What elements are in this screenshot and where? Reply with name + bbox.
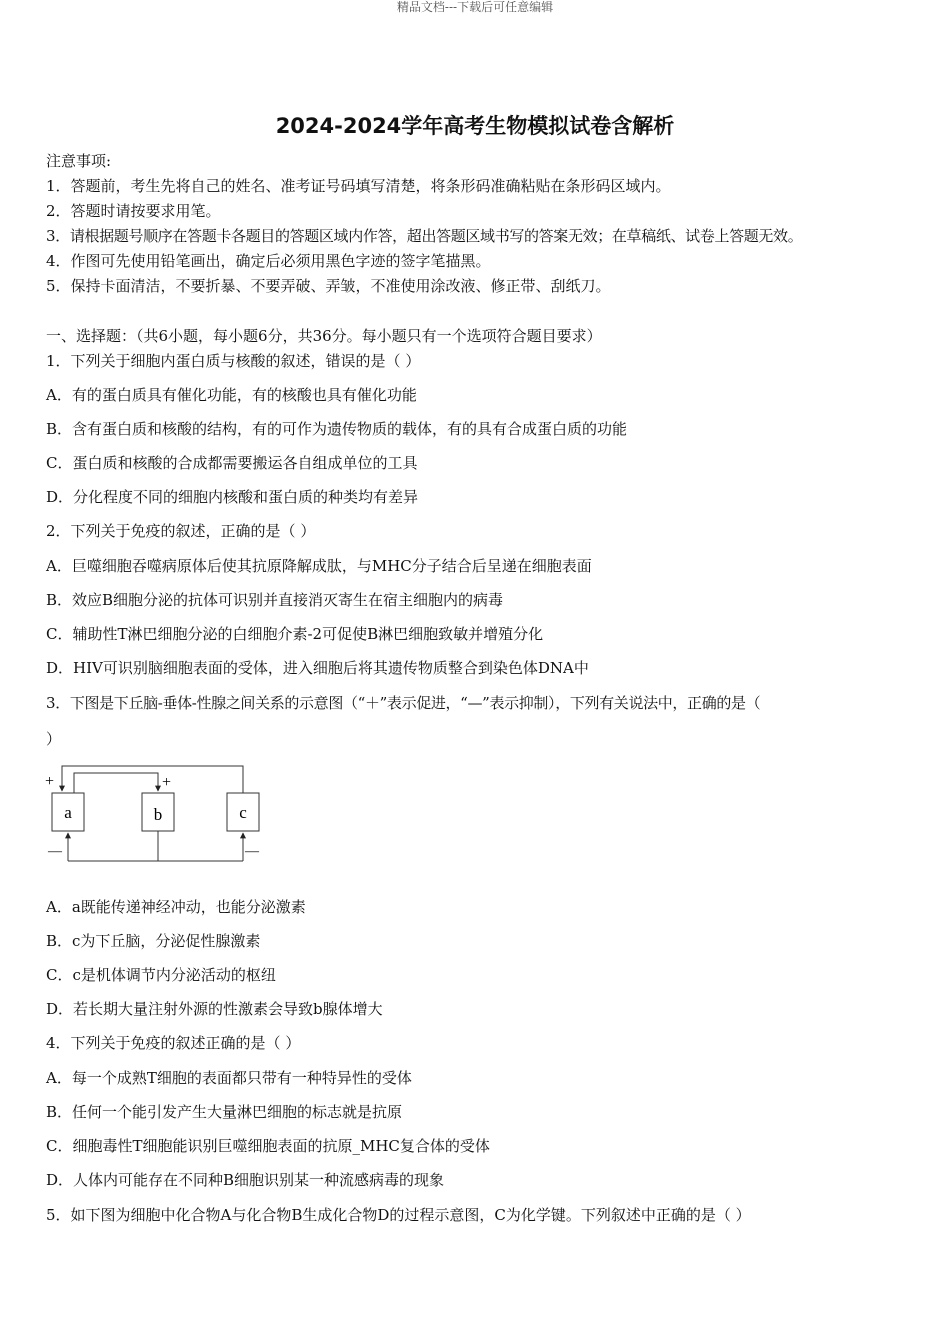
plus-sign: + — [162, 774, 172, 791]
notice-item: 5．保持卡面清洁，不要折暴、不要弄破、弄皱，不准使用涂改液、修正带、刮纸刀。 — [46, 277, 611, 295]
question-option: C．蛋白质和核酸的合成都需要搬运各自组成单位的工具 — [46, 454, 418, 472]
notice-item: 4．作图可先使用铅笔画出，确定后必须用黑色字迹的签字笔描黑。 — [46, 252, 491, 270]
question-option: A．a既能传递神经冲动，也能分泌激素 — [46, 898, 306, 916]
question-option: A．巨噬细胞吞噬病原体后使其抗原降解成肽，与MHC分子结合后呈递在细胞表面 — [46, 557, 592, 575]
question-option: D．分化程度不同的细胞内核酸和蛋白质的种类均有差异 — [46, 488, 419, 506]
question-option: D．HIV可识别脑细胞表面的受体，进入细胞后将其遗传物质整合到染色体DNA中 — [46, 659, 589, 677]
question-option: D．若长期大量注射外源的性激素会导致b腺体增大 — [46, 1000, 383, 1018]
question-stem: 1．下列关于细胞内蛋白质与核酸的叙述，错误的是（ ） — [46, 352, 421, 370]
question-option: C．辅助性T淋巴细胞分泌的白细胞介素-2可促使B淋巴细胞致敏并增殖分化 — [46, 625, 544, 643]
minus-sign: — — [245, 844, 259, 859]
header-note: 精品文档---下载后可任意编辑 — [396, 0, 554, 14]
label-c: c — [239, 803, 247, 822]
hormone-axis-diagram — [44, 760, 274, 874]
notice-heading: 注意事项: — [46, 152, 112, 170]
label-b: b — [153, 805, 163, 824]
notice-item: 1．答题前，考生先将自己的姓名、准考证号码填写清楚，将条形码准确粘贴在条形码区域内。 — [46, 177, 671, 195]
plus-sign: + — [45, 773, 55, 790]
question-option: C．细胞毒性T细胞能识别巨噬细胞表面的抗原_MHC复合体的受体 — [46, 1137, 490, 1155]
question-stem: 2．下列关于免疫的叙述，正确的是（ ） — [46, 522, 316, 540]
section-heading: 一、选择题：（共6小题，每小题6分，共36分。每小题只有一个选项符合题目要求） — [46, 327, 602, 345]
notice-item: 3．请根据题号顺序在答题卡各题目的答题区域内作答，超出答题区域书写的答案无效；在草稿纸、试卷上答题无效。 — [46, 227, 803, 245]
minus-sign: — — [48, 844, 62, 859]
question-option: A．每一个成熟T细胞的表面都只带有一种特异性的受体 — [46, 1069, 412, 1087]
question-stem: 5．如下图为细胞中化合物A与化合物B生成化合物D的过程示意图，C为化学键。下列叙述中正确的是（ ） — [46, 1206, 751, 1224]
label-a: a — [64, 803, 72, 822]
question-option: B．含有蛋白质和核酸的结构，有的可作为遗传物质的载体，有的具有合成蛋白质的功能 — [46, 420, 628, 438]
question-option: B．任何一个能引发产生大量淋巴细胞的标志就是抗原 — [46, 1103, 403, 1121]
question-stem: 4．下列关于免疫的叙述正确的是（ ） — [46, 1034, 301, 1052]
question-option: B．c为下丘脑，分泌促性腺激素 — [46, 932, 261, 950]
page-title: 2024-2024学年高考生物模拟试卷含解析 — [275, 114, 675, 138]
question-stem: 3．下图是下丘脑-垂体-性腺之间关系的示意图（“＋”表示促进，“—”表示抑制），下列有关说法中，正确的是（ — [46, 694, 761, 712]
question-option: A．有的蛋白质具有催化功能，有的核酸也具有催化功能 — [46, 386, 417, 404]
question-option: D．人体内可能存在不同种B细胞识别某一种流感病毒的现象 — [46, 1171, 445, 1189]
notice-item: 2．答题时请按要求用笔。 — [46, 202, 221, 220]
question-option: B．效应B细胞分泌的抗体可识别并直接消灭寄生在宿主细胞内的病毒 — [46, 591, 504, 609]
question-stem-continued: ） — [46, 730, 62, 748]
question-option: C．c是机体调节内分泌活动的枢纽 — [46, 966, 276, 984]
